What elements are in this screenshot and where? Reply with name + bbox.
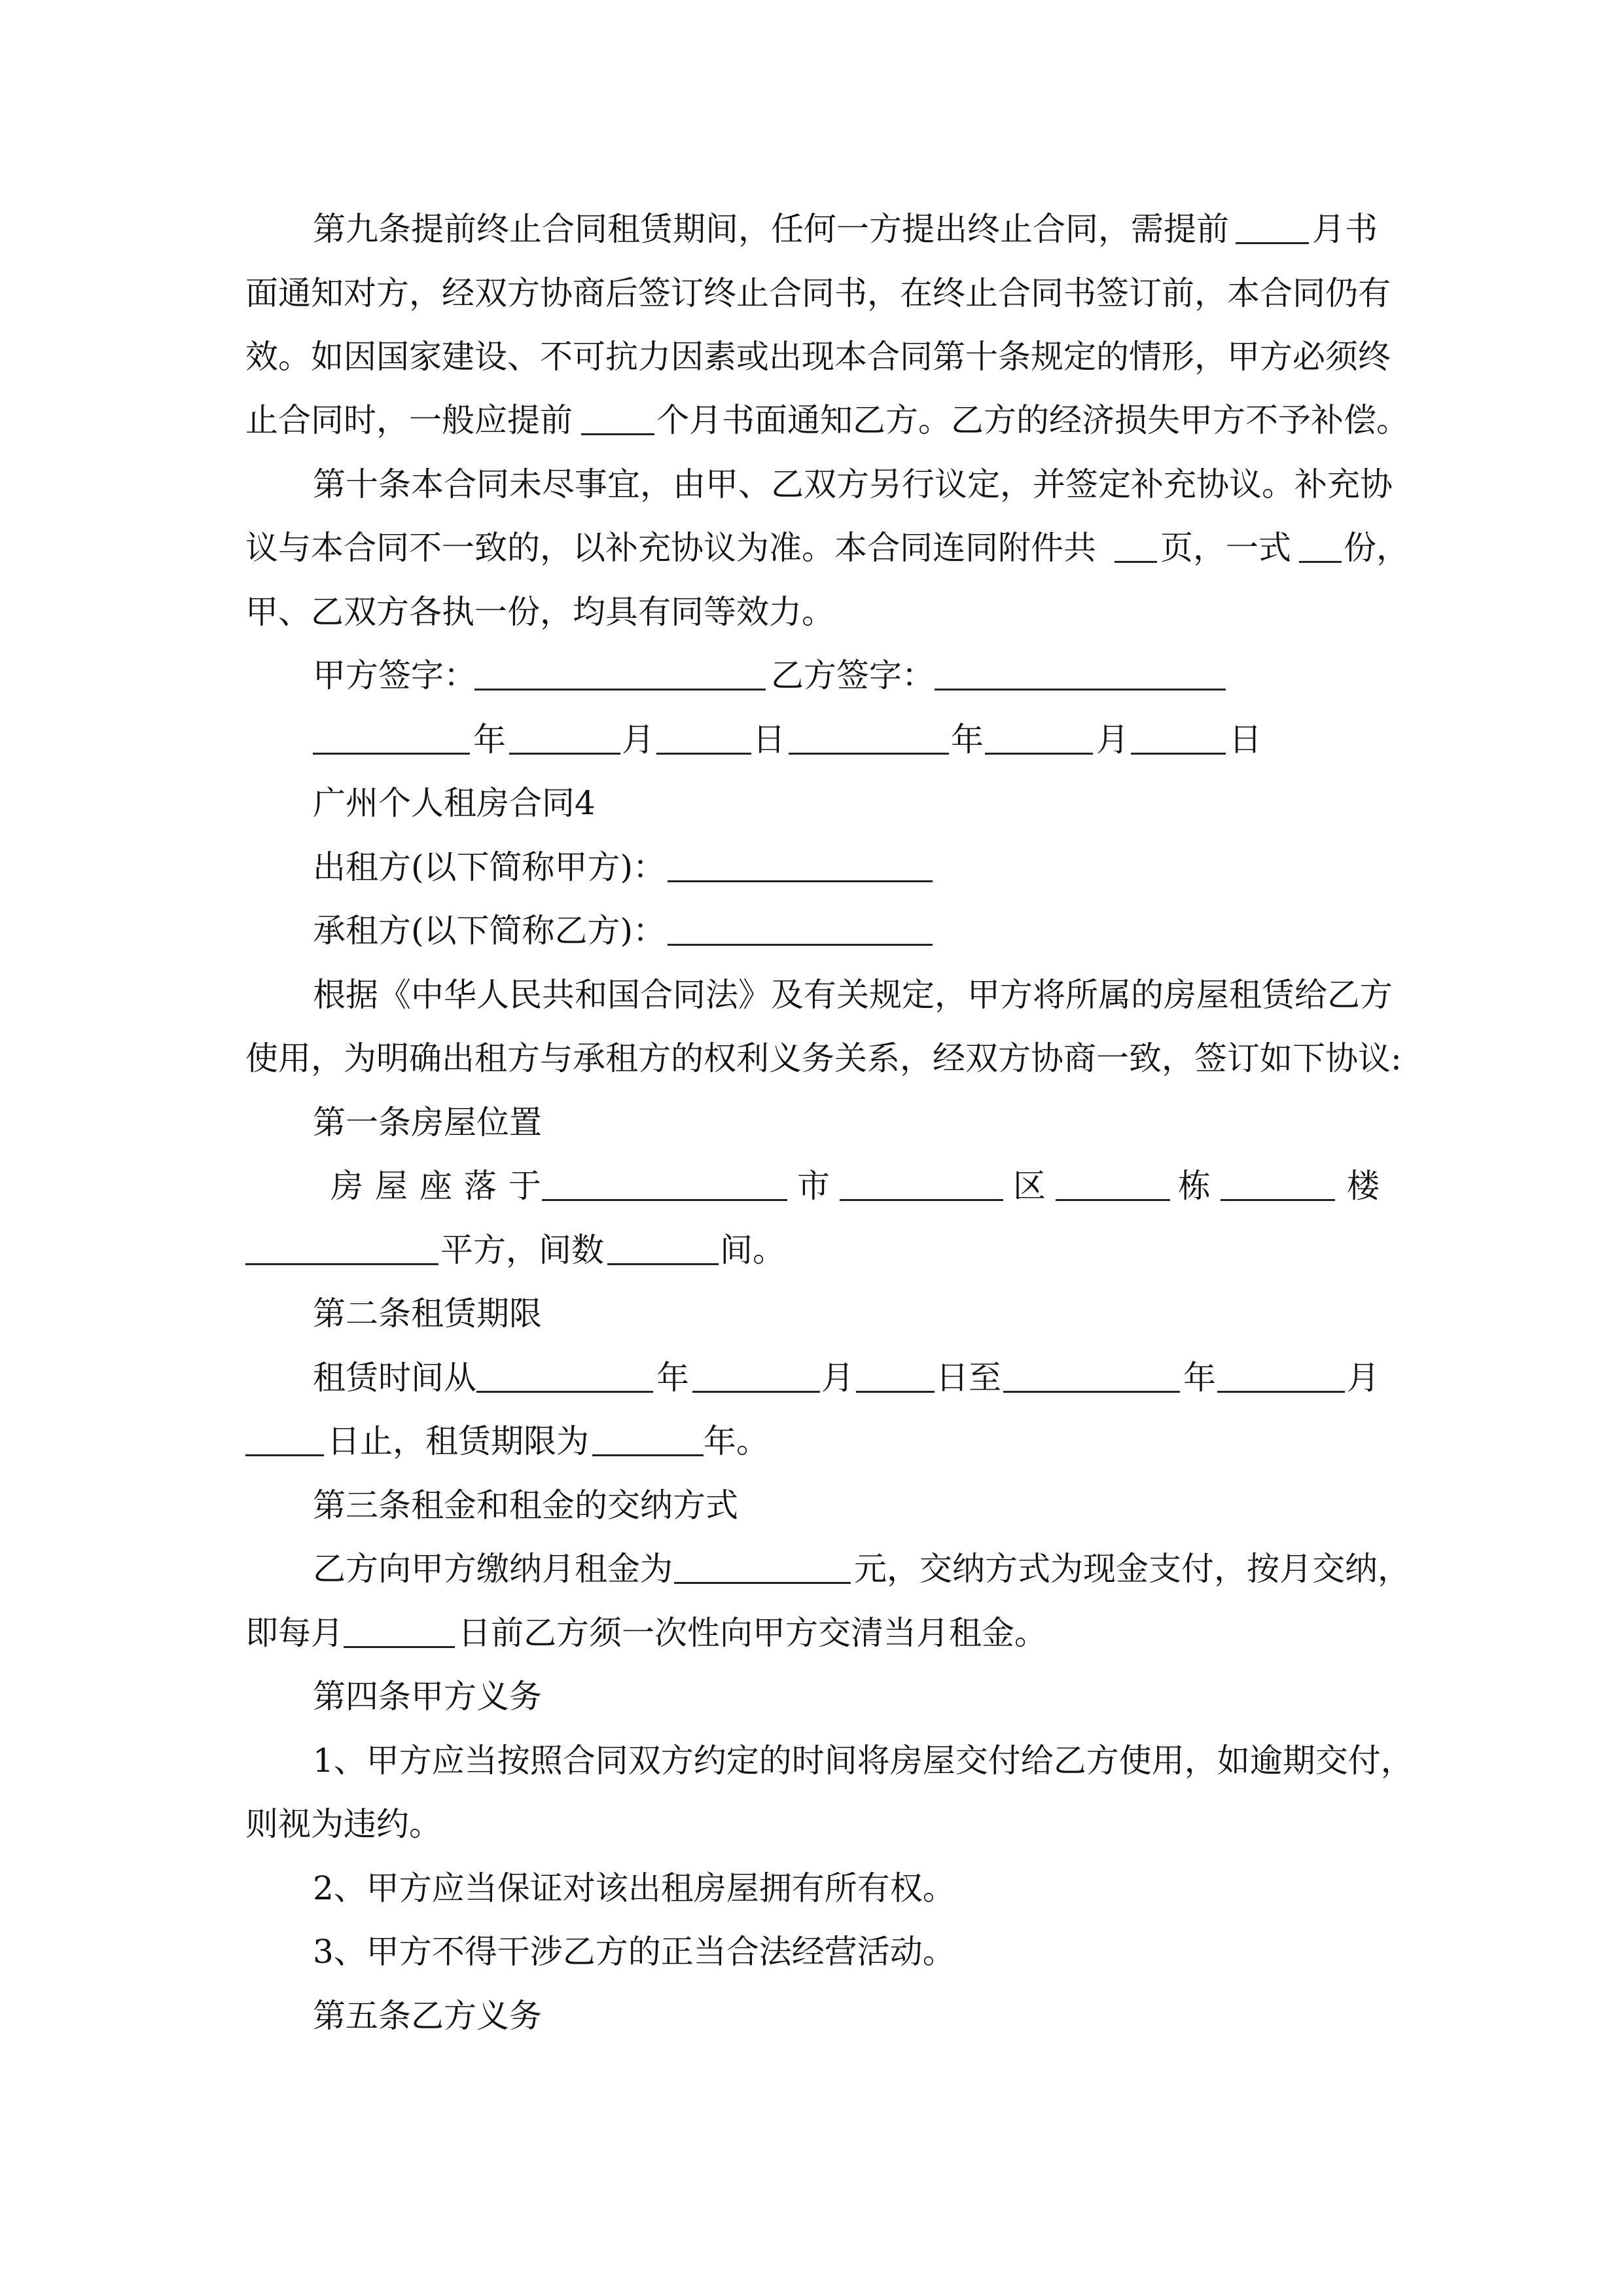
article-9-text: 个月书面通知乙方。乙方的经济损失甲方不予补偿。 (656, 401, 1409, 439)
article-4-item-1: 1、甲方应当按照合同双方约定的时间将房屋交付给乙方使用，如逾期交付， (313, 1742, 1414, 1780)
article-2-title: 第二条租赁期限 (313, 1295, 542, 1333)
party-a-month-blank[interactable] (509, 713, 620, 755)
year-label: 年 (1183, 1359, 1216, 1397)
copies-blank[interactable] (1299, 522, 1342, 563)
end-month-blank[interactable] (1217, 1352, 1345, 1393)
floor-label: 楼 (1347, 1167, 1380, 1205)
article-10-text: 份， (1344, 529, 1409, 567)
month-label: 月 (1347, 1359, 1380, 1397)
party-a-year-blank[interactable] (313, 713, 470, 755)
lessor-label: 出租方(以下简称甲方)： (313, 848, 666, 886)
payment-method-text: 元，交纳方式为现金支付，按月交纳， (854, 1550, 1410, 1588)
area-blank[interactable] (245, 1224, 438, 1265)
monthly-rent-blank[interactable] (674, 1543, 851, 1584)
end-year-blank[interactable] (1003, 1352, 1180, 1393)
article-9-line-3 (0, 331, 1623, 383)
rent-label: 乙方向甲方缴纳月租金为 (313, 1550, 673, 1588)
party-b-month-blank[interactable] (985, 713, 1093, 755)
lessee-line (0, 905, 1623, 957)
article-4-item-3: 3、甲方不得干涉乙方的正当合法经营活动。 (313, 1933, 955, 1971)
article-5-title: 第五条乙方义务 (313, 1997, 542, 2035)
building-label: 栋 (1178, 1167, 1211, 1205)
article-9-line-2 (0, 267, 1623, 319)
contract-title-line (0, 777, 1623, 829)
lessee-label: 承租方(以下简称乙方)： (313, 912, 666, 950)
start-month-blank[interactable] (692, 1352, 820, 1393)
article-9-text: 第九条提前终止合同租赁期间，任何一方提出终止合同，需提前 (313, 210, 1229, 248)
lease-term-label: 日止，租赁期限为 (327, 1422, 589, 1460)
signature-line (0, 649, 1623, 702)
party-a-day-blank[interactable] (656, 713, 751, 755)
article-9-line-4 (0, 394, 1623, 446)
month-label: 月 (1096, 721, 1129, 759)
area-label: 平方，间数 (440, 1231, 604, 1269)
payment-day-text: 日前乙方须一次性向甲方交清当月租金。 (458, 1614, 1047, 1652)
rooms-label: 间。 (720, 1231, 785, 1269)
contract-title: 广州个人租房合同4 (313, 784, 596, 822)
article-9-text: 止合同时，一般应提前 (245, 401, 573, 439)
pages-blank[interactable] (1115, 522, 1157, 563)
city-blank[interactable] (840, 1160, 1003, 1201)
lease-period-label: 租赁时间从 (313, 1359, 476, 1397)
article-3-line-1 (0, 1543, 1623, 1595)
month-label: 月 (622, 721, 654, 759)
article-3-title-line (0, 1479, 1623, 1532)
year-label: 年 (656, 1359, 689, 1397)
rooms-blank[interactable] (607, 1224, 719, 1265)
year-label: 年 (473, 721, 506, 759)
article-10-text: 议与本合同不一致的，以补充协议为准。本合同连同附件共 (245, 529, 1096, 567)
building-blank[interactable] (1221, 1160, 1335, 1201)
day-label: 日 (1229, 721, 1262, 759)
article-10-line-2 (0, 522, 1623, 574)
article-2-title-line (0, 1287, 1623, 1340)
article-4-item-2: 2、甲方应当保证对该出租房屋拥有所有权。 (313, 1869, 955, 1907)
article-1-title: 第一条房屋位置 (313, 1103, 542, 1141)
start-year-blank[interactable] (476, 1352, 653, 1393)
party-a-signature-field[interactable] (474, 649, 766, 691)
article-10-text: 页，一式 (1160, 529, 1291, 567)
article-1-title-line (0, 1096, 1623, 1149)
article-4-title: 第四条甲方义务 (313, 1677, 542, 1715)
end-day-blank[interactable] (245, 1415, 324, 1456)
address-blank[interactable] (542, 1160, 787, 1201)
start-day-blank[interactable] (856, 1352, 935, 1393)
article-4-title-line (0, 1670, 1623, 1723)
month-label: 月 (821, 1359, 854, 1397)
article-3-line-2 (0, 1607, 1623, 1659)
article-10-line-1 (0, 458, 1623, 511)
lessor-line (0, 841, 1623, 893)
article-2-line-2 (0, 1415, 1623, 1467)
notice-months-blank[interactable] (1236, 203, 1309, 244)
termination-notice-blank[interactable] (581, 394, 654, 435)
article-1-line-2 (0, 1224, 1623, 1276)
article-4-item-1: 则视为违约。 (245, 1805, 442, 1843)
intro-text: 根据《中华人民共和国合同法》及有关规定，甲方将所属的房屋租赁给乙方 (313, 976, 1393, 1014)
article-2-line-1 (0, 1352, 1623, 1404)
lessee-name-field[interactable] (668, 905, 933, 946)
signature-date-line (0, 713, 1623, 766)
article-1-line-1 (0, 1160, 1623, 1212)
district-blank[interactable] (1056, 1160, 1170, 1201)
intro-text: 使用，为明确出租方与承租方的权利义务关系，经双方协商一致，签订如下协议: (245, 1039, 1402, 1077)
article-10-line-3 (0, 586, 1623, 638)
payment-day-label: 即每月 (245, 1614, 344, 1652)
district-label: 区 (1013, 1167, 1046, 1205)
intro-line-1 (0, 969, 1623, 1021)
location-label: 房屋座落于 (330, 1167, 553, 1205)
years-label: 年。 (704, 1422, 769, 1460)
party-a-signature-label: 甲方签字： (313, 656, 476, 694)
article-10-text: 甲、乙双方各执一份，均具有同等效力。 (245, 593, 834, 631)
party-b-day-blank[interactable] (1131, 713, 1226, 755)
city-label: 市 (797, 1167, 830, 1205)
article-5-title-line (0, 1990, 1623, 2042)
article-9-text: 效。如因国家建设、不可抗力因素或出现本合同第十条规定的情形，甲方必须终 (245, 338, 1391, 376)
article-4-item-1-line-1 (0, 1734, 1623, 1787)
party-b-signature-field[interactable] (935, 649, 1226, 691)
article-4-item-1-line-2 (0, 1798, 1623, 1850)
party-b-signature-label: 乙方签字： (771, 656, 935, 694)
party-b-year-blank[interactable] (789, 713, 949, 755)
day-to-label: 日至 (936, 1359, 1001, 1397)
article-9-text: 月书 (1312, 210, 1378, 248)
year-label: 年 (951, 721, 984, 759)
article-4-item-3-line (0, 1926, 1623, 1978)
intro-line-2 (0, 1032, 1623, 1085)
day-label: 日 (753, 721, 785, 759)
article-3-title: 第三条租金和租金的交纳方式 (313, 1486, 738, 1524)
article-4-item-2-line (0, 1862, 1623, 1914)
article-9-line-1 (0, 203, 1623, 255)
payment-day-blank[interactable] (344, 1607, 455, 1648)
lessor-name-field[interactable] (668, 841, 933, 882)
article-9-text: 面通知对方，经双方协商后签订终止合同书，在终止合同书签订前，本合同仍有 (245, 274, 1391, 312)
article-10-text: 第十条本合同未尽事宜，由甲、乙双方另行议定，并签定补充协议。补充协 (313, 465, 1393, 503)
lease-years-blank[interactable] (592, 1415, 704, 1456)
